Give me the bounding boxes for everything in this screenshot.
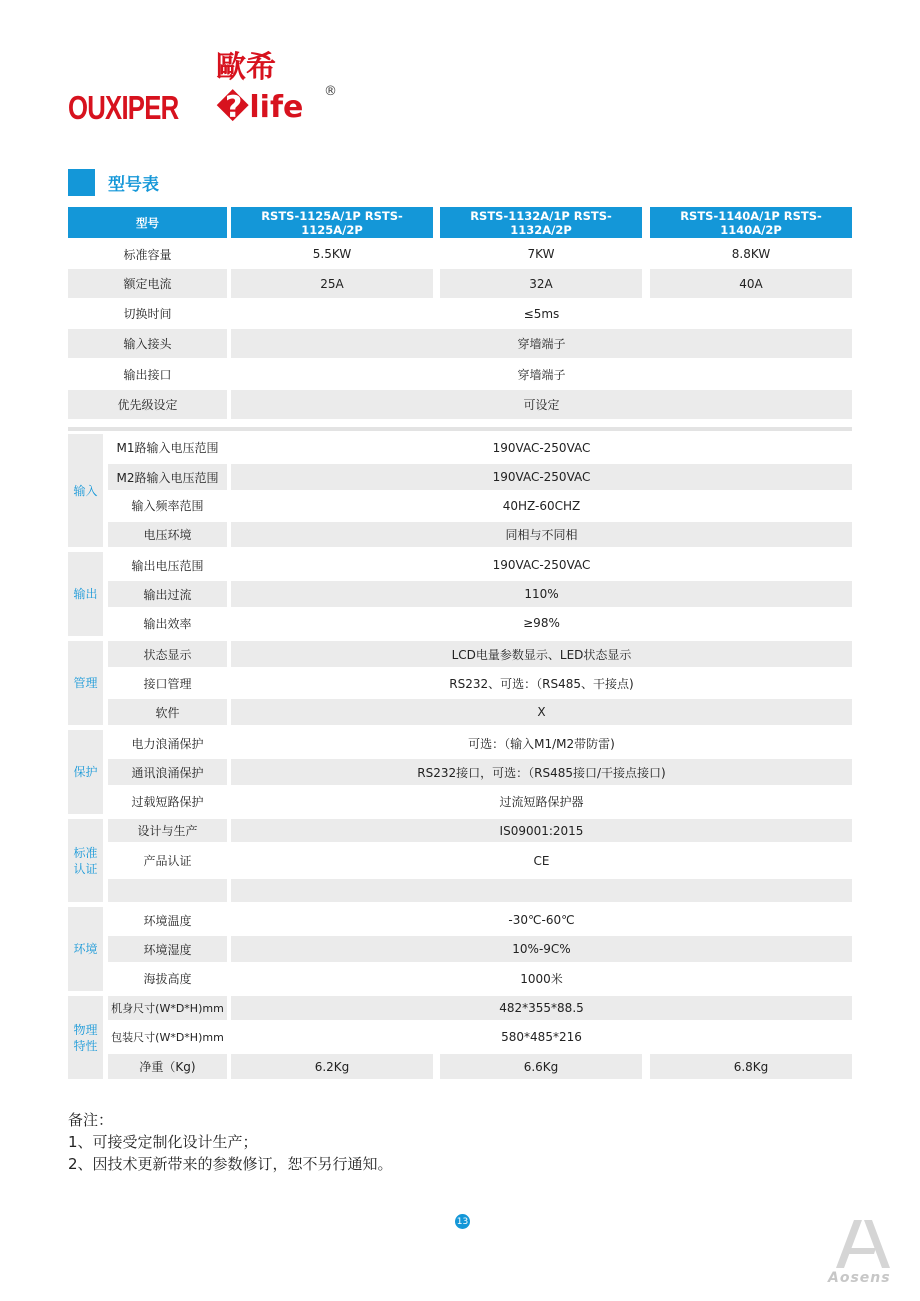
spec-value: X [231,699,852,725]
row-value: 25A [231,269,433,298]
header-model-label: 型号 [68,207,227,238]
spec-value: 110% [231,581,852,607]
spec-label: 电压环境 [108,522,227,547]
spec-label: 产品认证 [108,845,227,876]
category-physical-line-2: 特性 [73,1038,98,1053]
header-model-2: RSTS-1132A/1P RSTS-1132A/2P [440,207,642,238]
category-management: 管理 [68,641,103,725]
row-label: 标准容量 [68,240,227,268]
spec-label: 软件 [108,699,227,725]
spec-label: 输入频率范围 [108,492,227,519]
category-certification-line-1: 标准 [73,845,98,860]
spec-label: 输出效率 [108,610,227,636]
weight-value: 6.8Kg [650,1054,852,1079]
section-title: 型号表 [108,174,159,195]
category-certification [68,819,103,902]
category-input: 输入 [68,434,103,547]
section-heading [68,168,159,196]
table-separator [68,427,852,431]
spec-label: 过载短路保护 [108,788,227,814]
spec-value: 190VAC-250VAC [231,434,852,461]
row-value: ≤5ms [231,299,852,328]
row-value: 40A [650,269,852,298]
row-value: 穿墙端子 [231,329,852,358]
spec-label: 设计与生产 [108,819,227,842]
row-label: 切换时间 [68,299,227,328]
spec-label: M1路输入电压范围 [108,434,227,461]
row-label: 优先级设定 [68,390,227,419]
spec-label: 输出过流 [108,581,227,607]
notes-item-1: 1、可接受定制化设计生产； [68,1133,258,1151]
category-environment: 环境 [68,907,103,991]
row-value: 32A [440,269,642,298]
row-label: 额定电流 [68,269,227,298]
spec-label: 电力浪涌保护 [108,730,227,756]
category-output: 输出 [68,552,103,636]
spec-value [231,879,852,902]
spec-label: 包装尺寸(W*D*H)mm [108,1023,227,1051]
spec-label: 海拔高度 [108,965,227,991]
registered-mark: ® [324,84,337,99]
spec-value: RS232、可选：（RS485、干接点) [231,670,852,696]
spec-value: ≥98% [231,610,852,636]
weight-value: 6.2Kg [231,1054,433,1079]
row-value: 穿墙端子 [231,360,852,389]
spec-label: 环境湿度 [108,936,227,962]
spec-label: 机身尺寸(W*D*H)mm [108,996,227,1020]
watermark-text: Aosens [828,1270,891,1286]
spec-value: IS09001:2015 [231,819,852,842]
spec-value: RS232接口，可选：（RS485接口/干接点接口) [231,759,852,785]
spec-label [108,879,227,902]
spec-value: 190VAC-250VAC [231,552,852,578]
spec-value: LCD电量参数显示、LED状态显示 [231,641,852,667]
spec-value: 过流短路保护器 [231,788,852,814]
row-value: 8.8KW [650,240,852,268]
notes-item-2: 2、因技术更新带来的参数修订，恕不另行通知。 [68,1155,393,1173]
spec-value: -30℃-60℃ [231,907,852,933]
row-value: 7KW [440,240,642,268]
category-physical-line-1: 物理 [73,1022,98,1037]
notes-heading: 备注： [68,1111,114,1129]
weight-value: 6.6Kg [440,1054,642,1079]
spec-label: 接口管理 [108,670,227,696]
spec-value: 1000米 [231,965,852,991]
category-physical [68,996,103,1079]
spec-value: 482*355*88.5 [231,996,852,1020]
row-value: 可设定 [231,390,852,419]
row-label: 输出接口 [68,360,227,389]
spec-label: 环境温度 [108,907,227,933]
brand-logo-latin: OUXIPER [68,89,179,126]
spec-label: 通讯浪涌保护 [108,759,227,785]
spec-value: 同相与不同相 [231,522,852,547]
spec-value: 10%-9C% [231,936,852,962]
spec-label: 输出电压范围 [108,552,227,578]
category-protection: 保护 [68,730,103,814]
weight-label: 净重（Kg) [108,1054,227,1079]
row-label: 输入接头 [68,329,227,358]
page-number: 13 [455,1214,470,1229]
spec-label: M2路输入电压范围 [108,464,227,490]
brand-logo-chinese: 歐希�life [216,50,304,125]
spec-value: 190VAC-250VAC [231,464,852,490]
section-square-icon [68,169,95,196]
spec-value: 580*485*216 [231,1023,852,1051]
spec-label: 状态显示 [108,641,227,667]
spec-value: 可选：（输入M1/M2带防雷) [231,730,852,756]
category-certification-line-2: 认证 [73,861,98,876]
spec-value: 40HZ-60CHZ [231,492,852,519]
header-model-1: RSTS-1125A/1P RSTS-1125A/2P [231,207,433,238]
brand-logo [68,50,337,128]
notes [68,1109,393,1175]
header-model-3: RSTS-1140A/1P RSTS-1140A/2P [650,207,852,238]
spec-value: CE [231,845,852,876]
row-value: 5.5KW [231,240,433,268]
